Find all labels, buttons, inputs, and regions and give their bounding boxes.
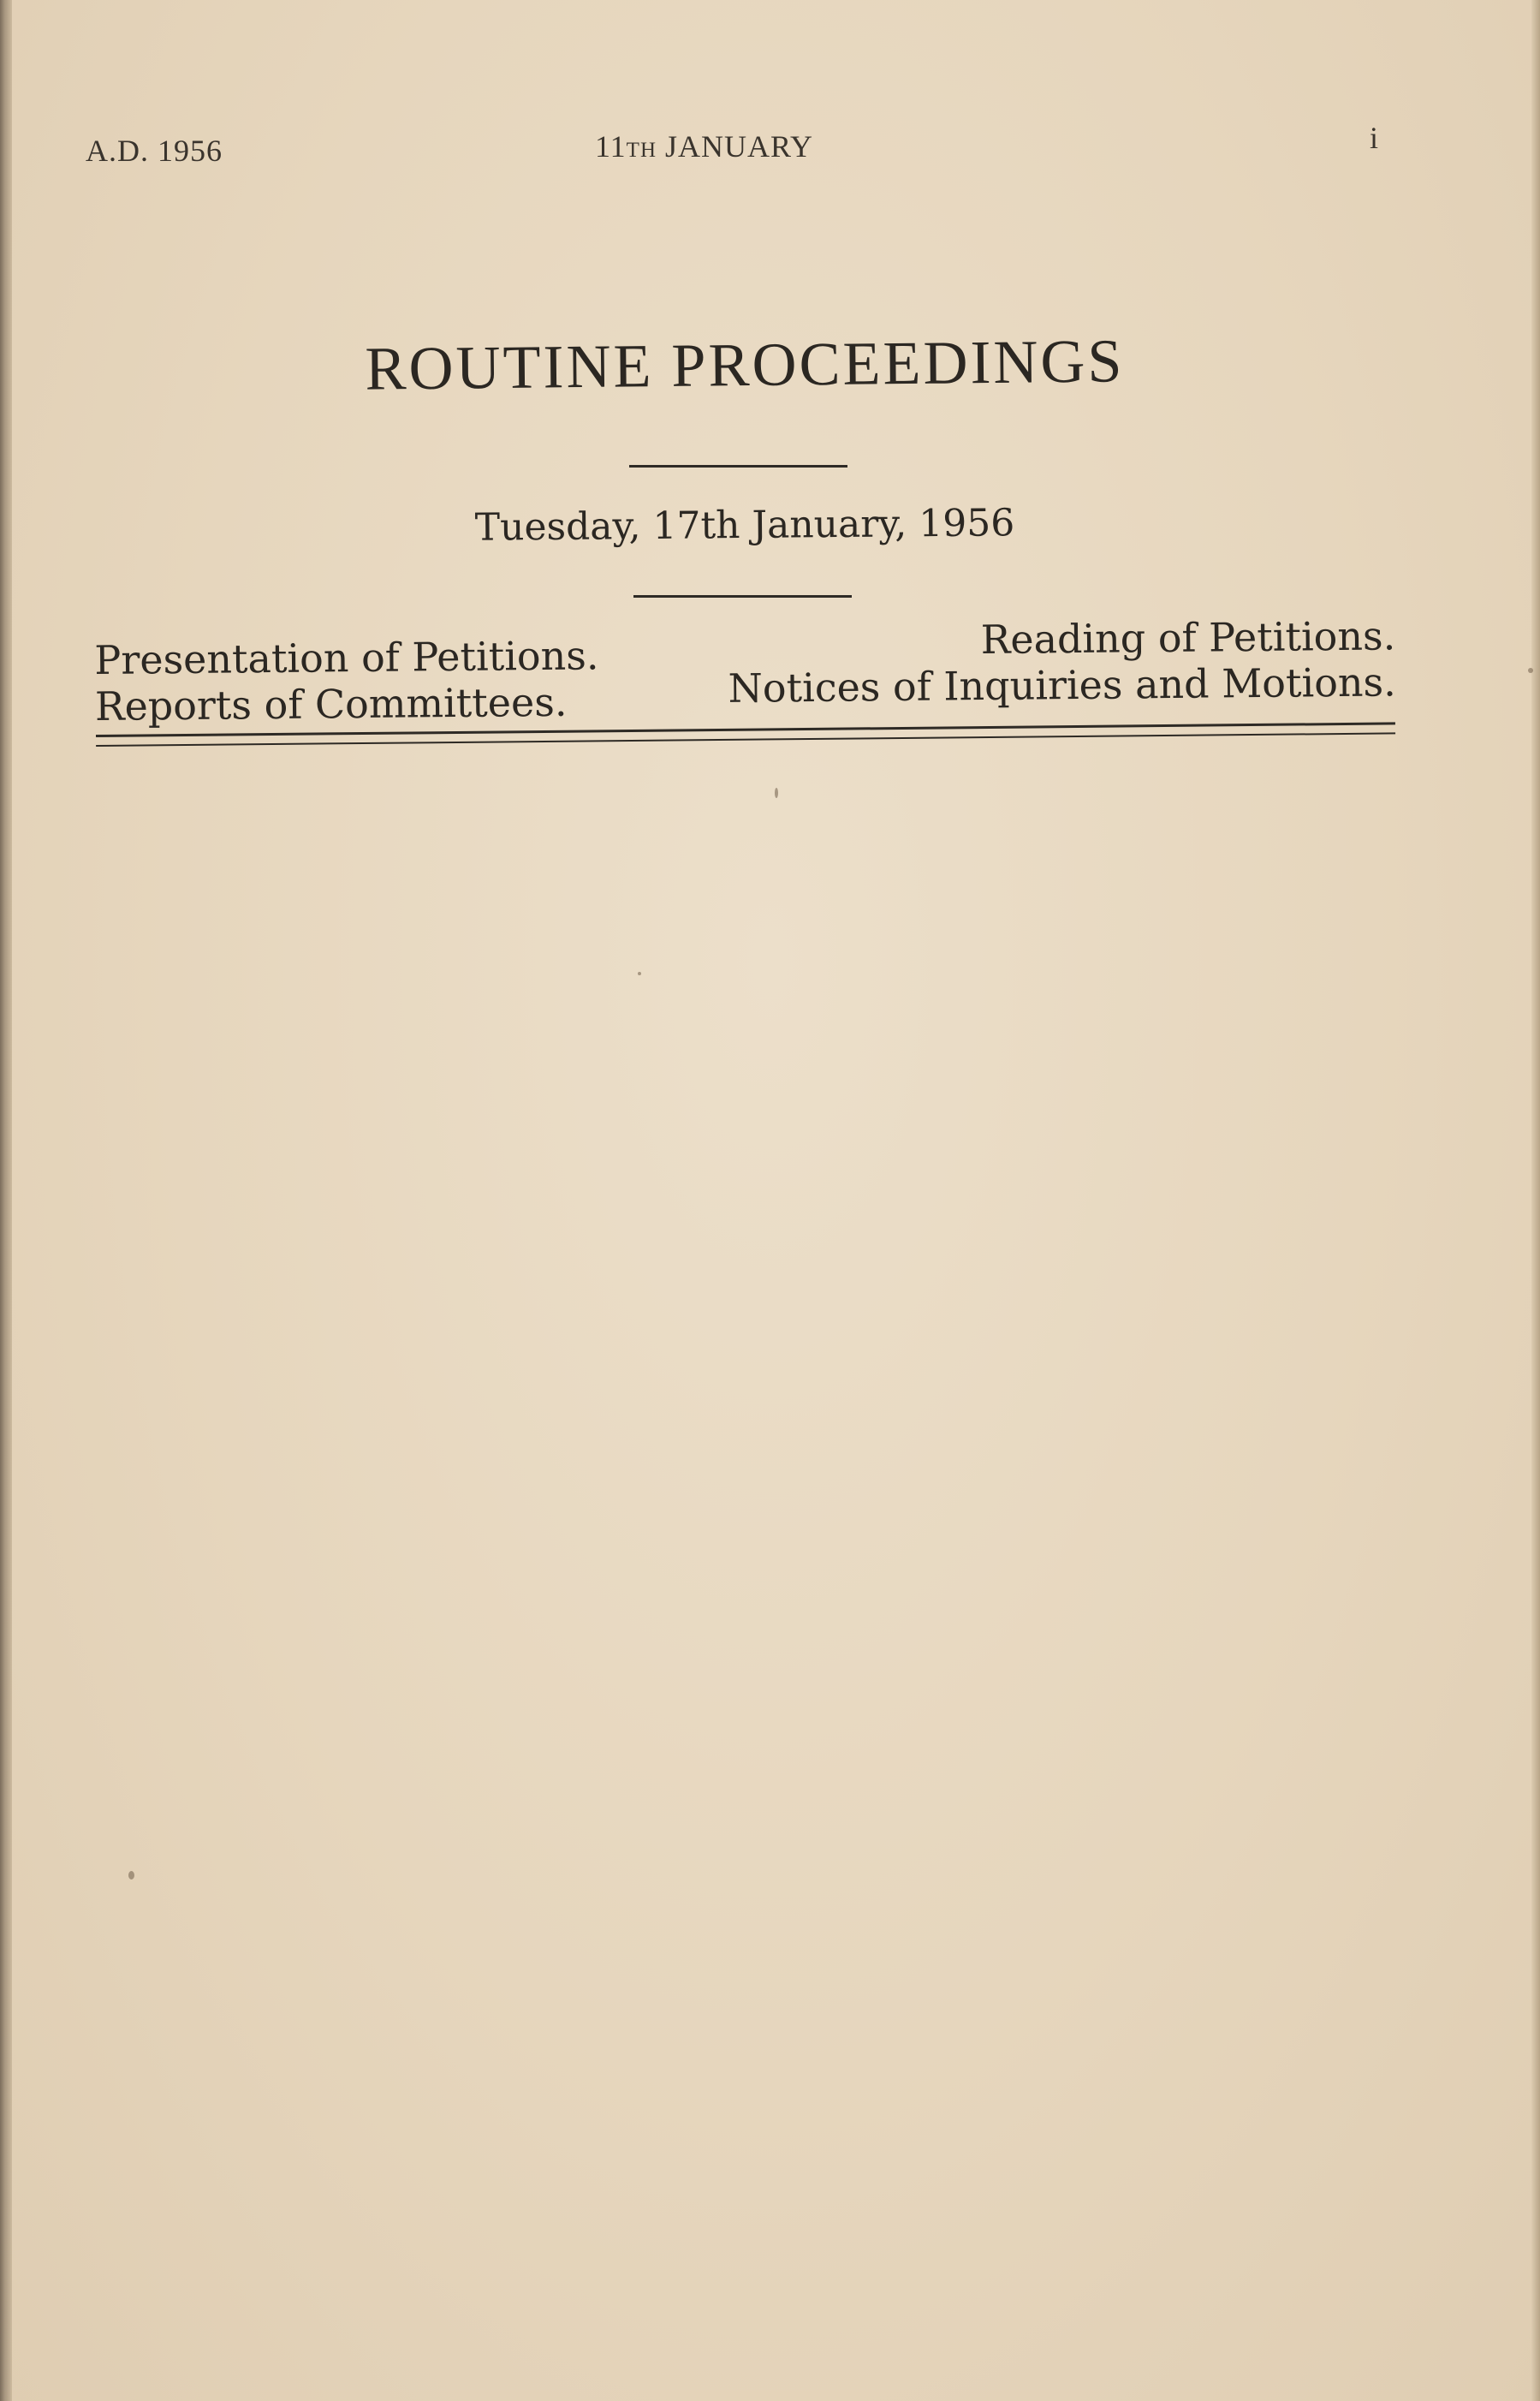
business-item-reports-of-committees: Reports of Committees. — [94, 678, 568, 730]
title-rule — [629, 465, 847, 468]
page-number: i — [1370, 121, 1380, 155]
business-item-presentation-of-petitions: Presentation of Petitions. — [94, 632, 599, 683]
sitting-date: Tuesday, 17th January, 1956 — [474, 501, 1015, 550]
paper-speck — [128, 1871, 134, 1880]
paper-speck — [775, 788, 778, 798]
running-head-year: A.D. 1956 — [86, 134, 223, 168]
paper-speck — [638, 972, 641, 975]
business-item-reading-of-petitions: Reading of Petitions. — [980, 612, 1396, 664]
page-title: ROUTINE PROCEEDINGS — [365, 326, 1125, 403]
paper-speck — [1528, 668, 1533, 673]
running-head-day: 11 — [595, 129, 627, 164]
business-item-notices-of-inquiries: Notices of Inquiries and Motions. — [728, 658, 1396, 712]
running-head-date — [595, 128, 813, 164]
running-head-month: JANUARY — [665, 129, 814, 164]
page-edge — [1531, 0, 1540, 2401]
date-rule — [633, 595, 852, 598]
running-head-day-suffix: th — [626, 129, 657, 164]
